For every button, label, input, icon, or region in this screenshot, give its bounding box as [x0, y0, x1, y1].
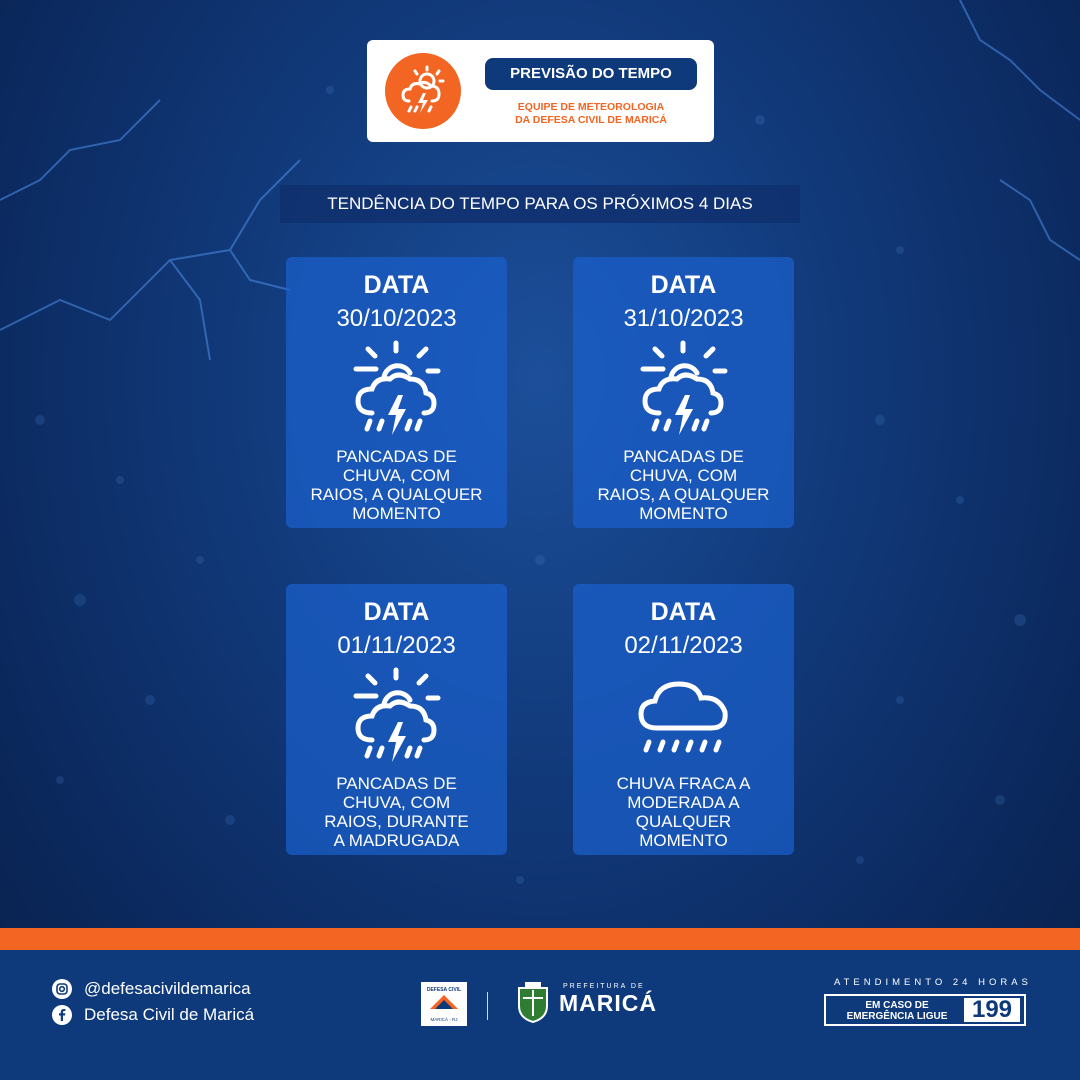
card-description: [294, 447, 499, 523]
description-line: A MADRUGADA: [333, 831, 460, 850]
card-date: 31/10/2023: [623, 305, 744, 332]
card-date: 02/11/2023: [624, 632, 743, 659]
description-line: CHUVA FRACA A: [616, 774, 751, 793]
facebook-link[interactable]: [52, 1005, 254, 1025]
card-description: [581, 447, 786, 523]
emergency-line: EM CASO DE: [865, 1000, 929, 1011]
forecast-card: [573, 257, 794, 528]
sun-cloud-storm-icon: [348, 339, 444, 439]
description-line: MODERADA A: [627, 793, 740, 812]
header-subtitle-line2: DA DEFESA CIVIL DE MARICÁ: [515, 114, 667, 126]
description-line: CHUVA, COM: [342, 466, 451, 485]
emergency-line: EMERGÊNCIA LIGUE: [846, 1011, 948, 1022]
emergency-phone-number[interactable]: 199: [964, 998, 1020, 1022]
description-line: MOMENTO: [639, 504, 728, 523]
forecast-subtitle: TENDÊNCIA DO TEMPO PARA OS PRÓXIMOS 4 DIAS: [280, 185, 800, 223]
card-date: 01/11/2023: [337, 632, 456, 659]
header-card: [367, 40, 714, 142]
emergency-text: [834, 1000, 960, 1022]
card-description: [294, 774, 499, 850]
svg-text:MARICÁ - RJ: MARICÁ - RJ: [430, 1017, 458, 1022]
marica-crest-icon: [513, 980, 553, 1024]
description-line: PANCADAS DE: [336, 774, 457, 793]
header-subtitle: [485, 101, 697, 127]
card-label: DATA: [650, 271, 717, 299]
atendimento-label: ATENDIMENTO 24 HORAS: [834, 977, 1032, 988]
description-line: CHUVA, COM: [629, 466, 738, 485]
forecast-card: [286, 584, 507, 855]
forecast-card: [573, 584, 794, 855]
card-date: 30/10/2023: [336, 305, 457, 332]
card-label: DATA: [650, 598, 717, 626]
description-line: PANCADAS DE: [623, 447, 744, 466]
description-line: RAIOS, DURANTE: [324, 812, 469, 831]
sun-cloud-storm-icon: [635, 339, 731, 439]
description-line: PANCADAS DE: [336, 447, 457, 466]
defesa-civil-logo: [421, 982, 467, 1026]
header-title: PREVISÃO DO TEMPO: [485, 58, 697, 90]
emergency-box: [824, 994, 1026, 1026]
instagram-icon: [52, 979, 72, 999]
cloud-rain-icon: [635, 666, 731, 766]
svg-text:DEFESA CIVIL: DEFESA CIVIL: [426, 987, 462, 993]
instagram-link[interactable]: [52, 979, 251, 999]
sun-cloud-storm-icon: [348, 666, 444, 766]
footer: [0, 950, 1080, 1080]
header-subtitle-line1: EQUIPE DE METEOROLOGIA: [517, 101, 665, 113]
description-line: MOMENTO: [639, 831, 728, 850]
marica-wordmark: MARICÁ: [559, 990, 657, 1016]
description-line: RAIOS, A QUALQUER: [597, 485, 770, 504]
facebook-icon: [52, 1005, 72, 1025]
description-line: CHUVA, COM: [342, 793, 451, 812]
description-line: QUALQUER: [635, 812, 732, 831]
card-label: DATA: [363, 271, 430, 299]
description-line: RAIOS, A QUALQUER: [310, 485, 483, 504]
card-label: DATA: [363, 598, 430, 626]
description-line: MOMENTO: [352, 504, 441, 523]
prefeitura-label: PREFEITURA DE: [563, 983, 645, 990]
facebook-page-name: Defesa Civil de Maricá: [84, 1005, 255, 1024]
orange-divider-strip: [0, 928, 1080, 950]
instagram-handle: @defesacivildemarica: [84, 979, 251, 998]
forecast-card: [286, 257, 507, 528]
sun-cloud-storm-icon: [385, 53, 461, 129]
logo-divider: [487, 992, 488, 1020]
card-description: [581, 774, 786, 850]
